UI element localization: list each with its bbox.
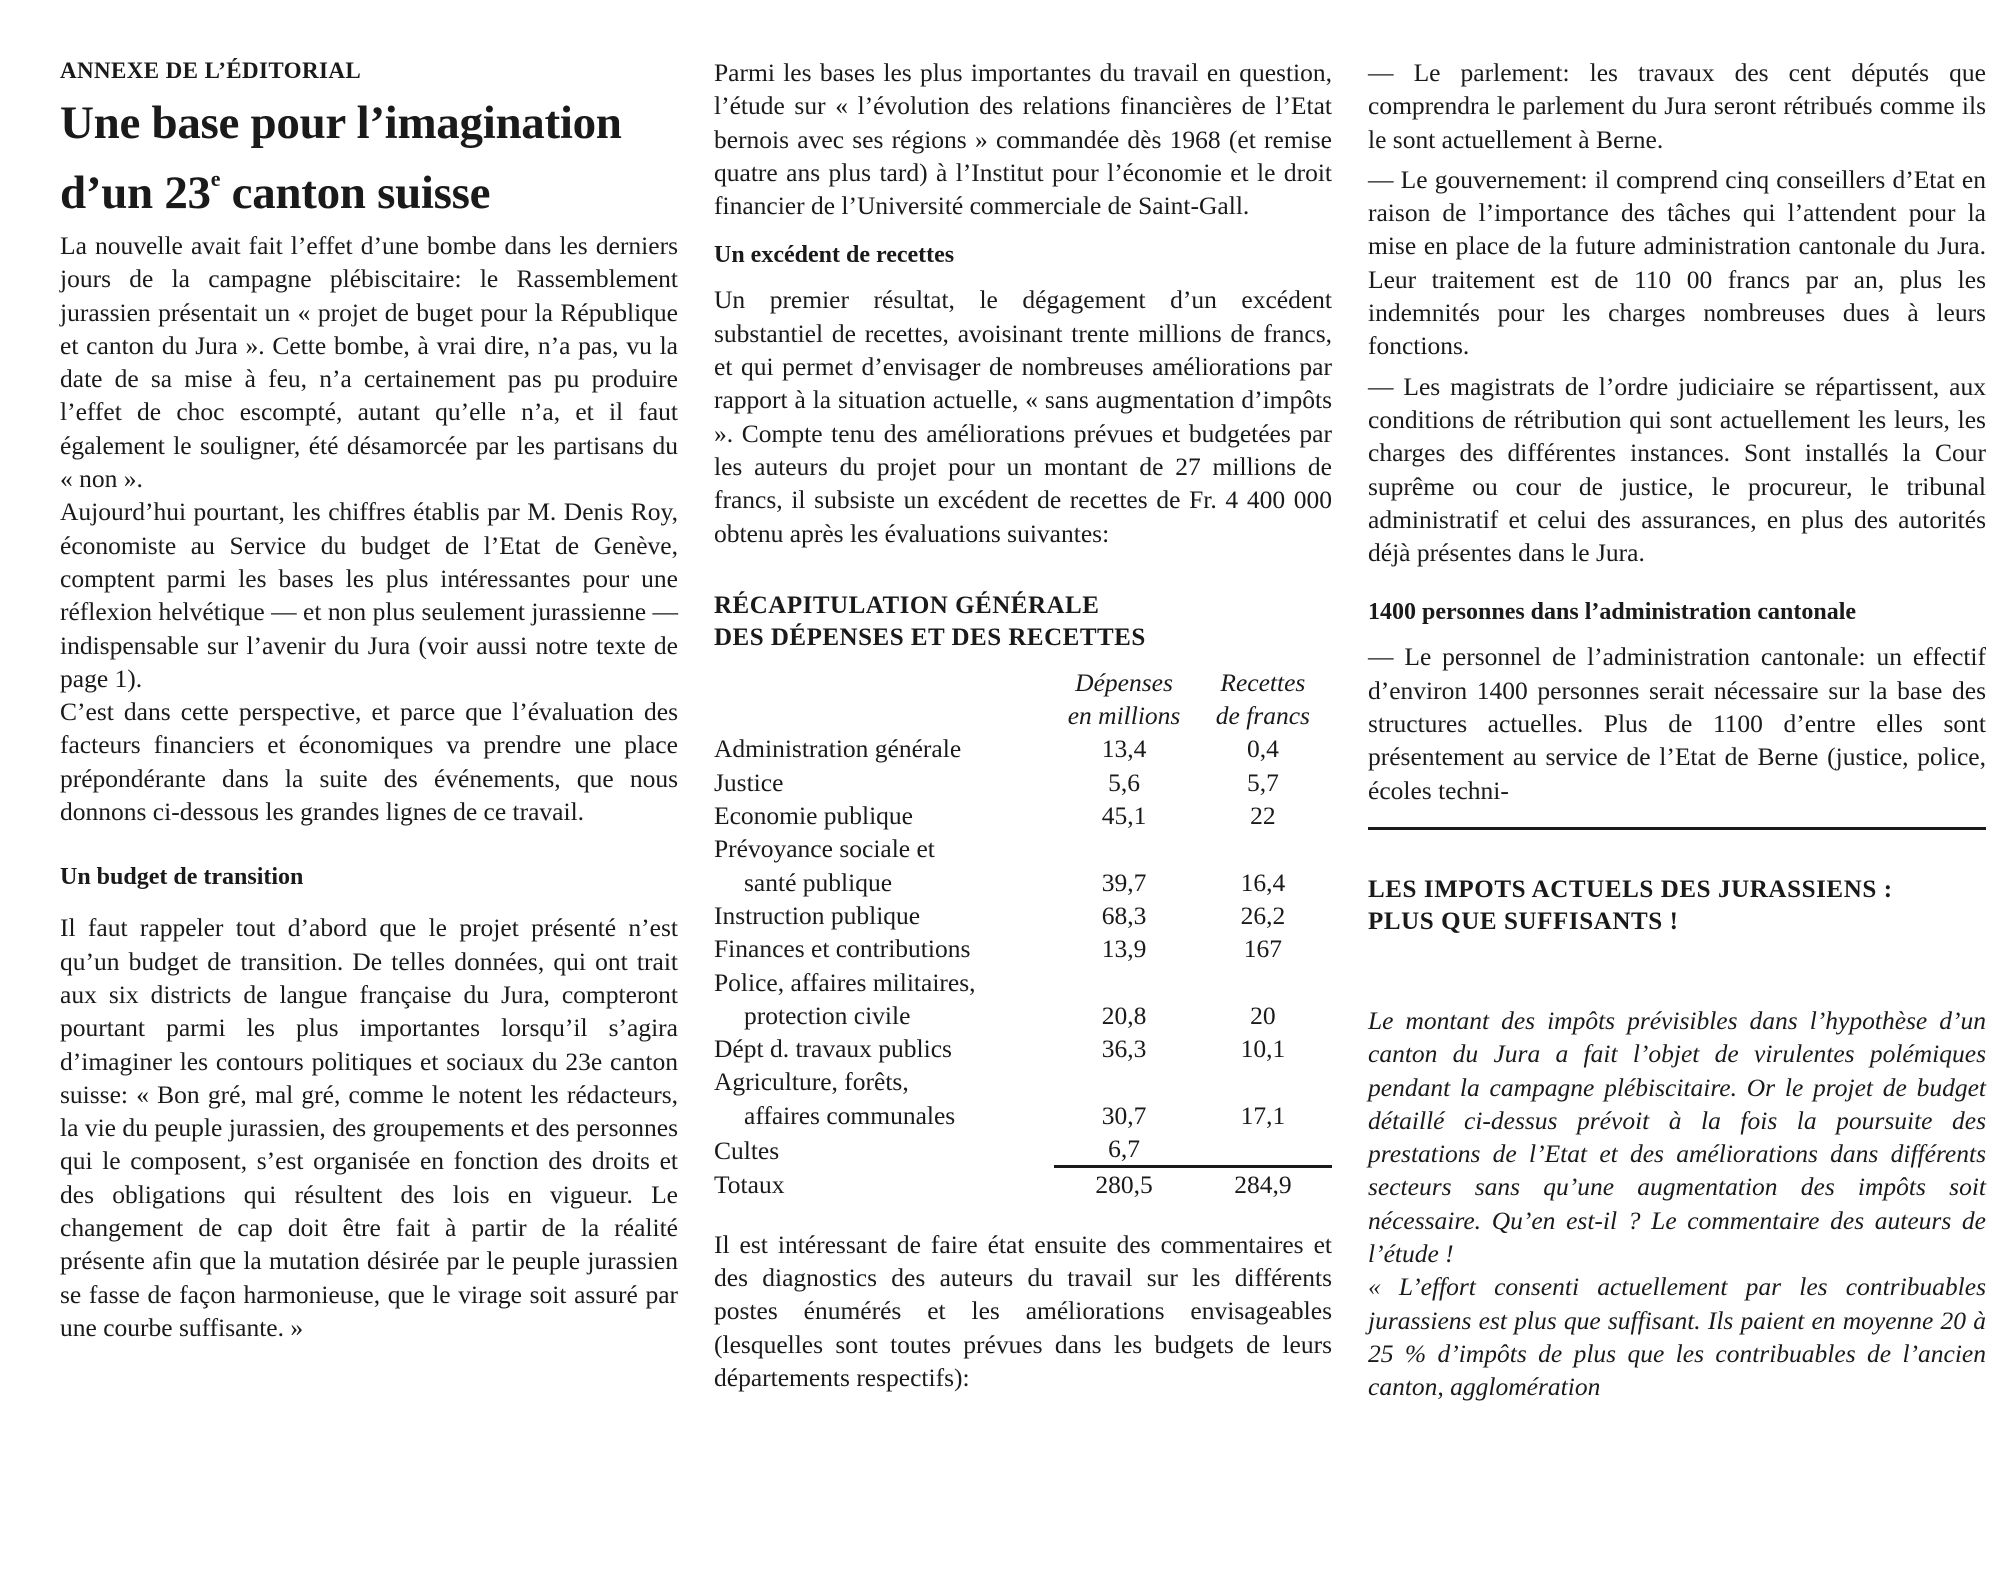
section-divider bbox=[1368, 827, 1986, 830]
table-row bbox=[714, 866, 1332, 899]
impots-heading-line-1: LES IMPOTS ACTUELS DES JURASSIENS : bbox=[1368, 875, 1893, 903]
table-total-row bbox=[714, 1167, 1332, 1202]
row-recettes: 5,7 bbox=[1246, 767, 1279, 797]
recap-heading bbox=[714, 590, 1332, 654]
row-label: Justice bbox=[714, 767, 784, 797]
recap-heading-line-2: DES DÉPENSES ET DES RECETTES bbox=[714, 623, 1146, 651]
row-label: Cultes bbox=[714, 1135, 780, 1165]
table-row bbox=[714, 1032, 1332, 1065]
recap-heading-line-1: RÉCAPITULATION GÉNÉRALE bbox=[714, 591, 1100, 619]
paragraph-personnel: — Le personnel de l’administration cantonale: un effectif d’environ 1400 personnes serait nécessaire sur la base des structures actuelles. Plus de 1100 d’entre elles sont présentement au service de l’Etat de Berne (justice, police, écoles techni- bbox=[1368, 642, 1986, 805]
row-recettes: 20 bbox=[1250, 1000, 1276, 1030]
row-label: Dépt d. travaux publics bbox=[714, 1034, 952, 1064]
impots-heading bbox=[1368, 874, 1986, 938]
row-depenses: 30,7 bbox=[1101, 1100, 1147, 1130]
row-depenses: 13,9 bbox=[1101, 934, 1147, 964]
row-recettes: 26,2 bbox=[1240, 900, 1286, 930]
column-1 bbox=[60, 56, 678, 1344]
row-depenses bbox=[1054, 832, 1193, 865]
row-label: Prévoyance sociale et bbox=[714, 834, 935, 864]
row-depenses: 13,4 bbox=[1101, 734, 1147, 764]
table-row bbox=[714, 732, 1332, 765]
budget-table bbox=[714, 666, 1332, 1202]
row-recettes: 10,1 bbox=[1240, 1034, 1286, 1064]
row-depenses: 68,3 bbox=[1101, 900, 1147, 930]
row-recettes: 0,4 bbox=[1246, 734, 1279, 764]
paragraph-gouvernement: — Le gouvernement: il comprend cinq conseillers d’Etat en raison de l’importance des tâches qui l’attendent pour la mise en place de la future administration cantonale du Jura. Leur traitement est de 110 00 francs par an, plus les indemnités pour les charges nombreuses dues à leurs fonctions. bbox=[1368, 164, 1986, 361]
row-depenses bbox=[1054, 1065, 1193, 1098]
row-label: Police, affaires militaires, bbox=[714, 967, 976, 997]
header-recettes: Recettes bbox=[1220, 667, 1306, 697]
table-row bbox=[714, 1099, 1332, 1132]
table-row bbox=[714, 932, 1332, 965]
headline-line-1: Une base pour l’imagination bbox=[60, 97, 622, 149]
paragraph-bases: Parmi les bases les plus importantes du travail en question, l’étude sur « l’évolution des relations financières de l’Etat bernois avec ses régions » commandée dès 1968 (et remise quatre ans plus tard) à l’Institut pour l’économie et le droit financier de l’Université commerciale de Saint-Gall. bbox=[714, 58, 1332, 221]
row-recettes: 16,4 bbox=[1240, 867, 1286, 897]
row-label: Finances et contributions bbox=[714, 934, 971, 964]
paragraph-commentaires: Il est intéressant de faire état ensuite des commentaires et des diagnostics des auteurs du travail sur les différents postes énumérés et les améliorations envisageables (lesquelles sont toutes prévues dans les budgets de leurs départements respectifs): bbox=[714, 1229, 1332, 1392]
subhead-budget-transition: Un budget de transition bbox=[60, 864, 304, 891]
row-depenses: 39,7 bbox=[1101, 867, 1147, 897]
row-label: protection civile bbox=[744, 1000, 911, 1030]
table-row bbox=[714, 1132, 1332, 1167]
row-label: santé publique bbox=[744, 867, 893, 897]
row-recettes bbox=[1194, 832, 1332, 865]
row-depenses: 5,6 bbox=[1108, 767, 1140, 797]
row-recettes bbox=[1194, 1132, 1332, 1167]
subhead-personnel: 1400 personnes dans l’administration cantonale bbox=[1368, 599, 1857, 626]
table-row bbox=[714, 999, 1332, 1032]
row-label: Instruction publique bbox=[714, 900, 921, 930]
total-label: Totaux bbox=[714, 1170, 785, 1200]
table-row bbox=[714, 966, 1332, 999]
row-depenses bbox=[1054, 966, 1193, 999]
row-recettes bbox=[1194, 966, 1332, 999]
headline bbox=[60, 96, 678, 221]
row-depenses: 45,1 bbox=[1101, 801, 1147, 831]
table-row bbox=[714, 1065, 1332, 1098]
column-2 bbox=[714, 56, 1332, 1394]
row-label: Administration générale bbox=[714, 734, 962, 764]
row-recettes: 22 bbox=[1250, 801, 1276, 831]
row-recettes: 167 bbox=[1243, 934, 1282, 964]
intro-paragraph: La nouvelle avait fait l’effet d’une bombe dans les derniers jours de la campagne plébiscitaire: le Rassemblement jurassien présentait un « projet de buget pour la République et canton du Jura ». Cette bombe, à vrai dire, n’a pas, vu la date de sa mise à feu, n’a certainement pas pu produire l’effet de choc escompté, autant qu’elle n’a, et il faut également le souligner, été désamorcée par les partisans du « non ». bbox=[60, 231, 678, 494]
kicker: ANNEXE DE L’ÉDITORIAL bbox=[60, 58, 362, 83]
impots-heading-line-2: PLUS QUE SUFFISANTS ! bbox=[1368, 907, 1679, 935]
row-label: affaires communales bbox=[744, 1100, 956, 1130]
subhead-excedent: Un excédent de recettes bbox=[714, 242, 955, 269]
table-header-row-1 bbox=[714, 666, 1332, 699]
table-row bbox=[714, 832, 1332, 865]
row-label: Economie publique bbox=[714, 801, 913, 831]
total-recettes: 284,9 bbox=[1194, 1167, 1332, 1202]
table-header-row-2 bbox=[714, 699, 1332, 732]
row-label: Agriculture, forêts, bbox=[714, 1067, 909, 1097]
row-depenses: 6,7 bbox=[1108, 1134, 1140, 1164]
headline-line-2-pre: d’un 23 bbox=[60, 167, 211, 219]
italic-paragraph-2: « L’effort consenti actuellement par les contribuables jurassiens est plus que suffisant. Ils paient en moyenne 20 à 25 % d’impôts de plus que les contribuables de l’ancien canton, agglomération bbox=[1368, 1272, 1986, 1402]
column-3 bbox=[1368, 56, 1986, 1404]
header-de-francs: de francs bbox=[1215, 701, 1310, 731]
table-row bbox=[714, 899, 1332, 932]
paragraph-perspective: C’est dans cette perspective, et parce que l’évaluation des facteurs financiers et économiques va prendre une place prépondérante dans la suite des événements, que nous donnons ci-dessous les grandes lignes de ce travail. bbox=[60, 697, 678, 827]
header-en-millions: en millions bbox=[1067, 701, 1181, 731]
row-depenses: 20,8 bbox=[1101, 1000, 1147, 1030]
paragraph-transition: Il faut rappeler tout d’abord que le projet présenté n’est qu’un budget de transition. De telles données, qui ont trait aux six districts de langue française du Jura, compteront pourtant parmi les plus importantes lorsqu’il s’agira d’imaginer les contours politiques et sociaux du 23e canton suisse: « Bon gré, mal gré, comme le notent les rédacteurs, la vie du peuple jurassien, des groupements et des personnes qui le composent, s’est organisée en fonction des droits et des obligations qui résultent des lois en vigueur. Le changement de cap doit être fait à partir de la réalité présente afin que la mutation désirée par le peuple jurassien se fasse de façon harmonieuse, que le virage soit assuré par une courbe suffisante. » bbox=[60, 913, 678, 1342]
paragraph-excedent: Un premier résultat, le dégagement d’un excédent substantiel de recettes, avoisinant trente millions de francs, et qui permet d’envisager de nombreuses améliorations par rapport à la situation actuelle, « sans augmentation d’impôts ». Compte tenu des améliorations prévues et budgetées par les auteurs du projet pour un montant de 27 millions de francs, il subsiste un excédent de recettes de Fr. 4 400 000 obtenu après les évaluations suivantes: bbox=[714, 285, 1332, 548]
total-depenses: 280,5 bbox=[1054, 1167, 1193, 1202]
row-recettes bbox=[1194, 1065, 1332, 1098]
table-row bbox=[714, 766, 1332, 799]
header-depenses: Dépenses bbox=[1075, 667, 1173, 697]
headline-line-2-post: canton suisse bbox=[220, 167, 491, 219]
paragraph-parlement: — Le parlement: les travaux des cent députés que comprendra le parlement du Jura seront rétribués comme ils le sont actuellement à Berne. bbox=[1368, 58, 1986, 154]
row-depenses: 36,3 bbox=[1101, 1034, 1147, 1064]
headline-superscript: e bbox=[210, 166, 221, 191]
paragraph-magistrats: — Les magistrats de l’ordre judiciaire se répartissent, aux conditions de rétribution qui sont actuellement les leurs, les charges des différentes instances. Sont installés la Cour suprême ou cour de justice, le procureur, le tribunal administratif et celui des assurances, en plus des autorités déjà présentes dans le Jura. bbox=[1368, 371, 1986, 568]
table-row bbox=[714, 799, 1332, 832]
row-recettes: 17,1 bbox=[1240, 1100, 1286, 1130]
paragraph-roy: Aujourd’hui pourtant, les chiffres établis par M. Denis Roy, économiste au Service du budget de l’Etat de Genève, comptent parmi les bases les plus intéressantes pour une réflexion helvétique — et non plus seulement jurassienne — indispensable sur l’avenir du Jura (voir aussi notre texte de page 1). bbox=[60, 497, 678, 693]
italic-paragraph-1: Le montant des impôts prévisibles dans l’hypothèse d’un canton du Jura a fait l’objet de virulentes polémiques pendant la campagne plébiscitaire. Or le projet de budget détaillé ci-dessus prévoit à la fois la poursuite des prestations de l’Etat et des améliorations dans différents secteurs sans qu’une augmentation des impôts soit nécessaire. Qu’en est-il ? Le commentaire des auteurs de l’étude ! bbox=[1368, 1005, 1986, 1269]
